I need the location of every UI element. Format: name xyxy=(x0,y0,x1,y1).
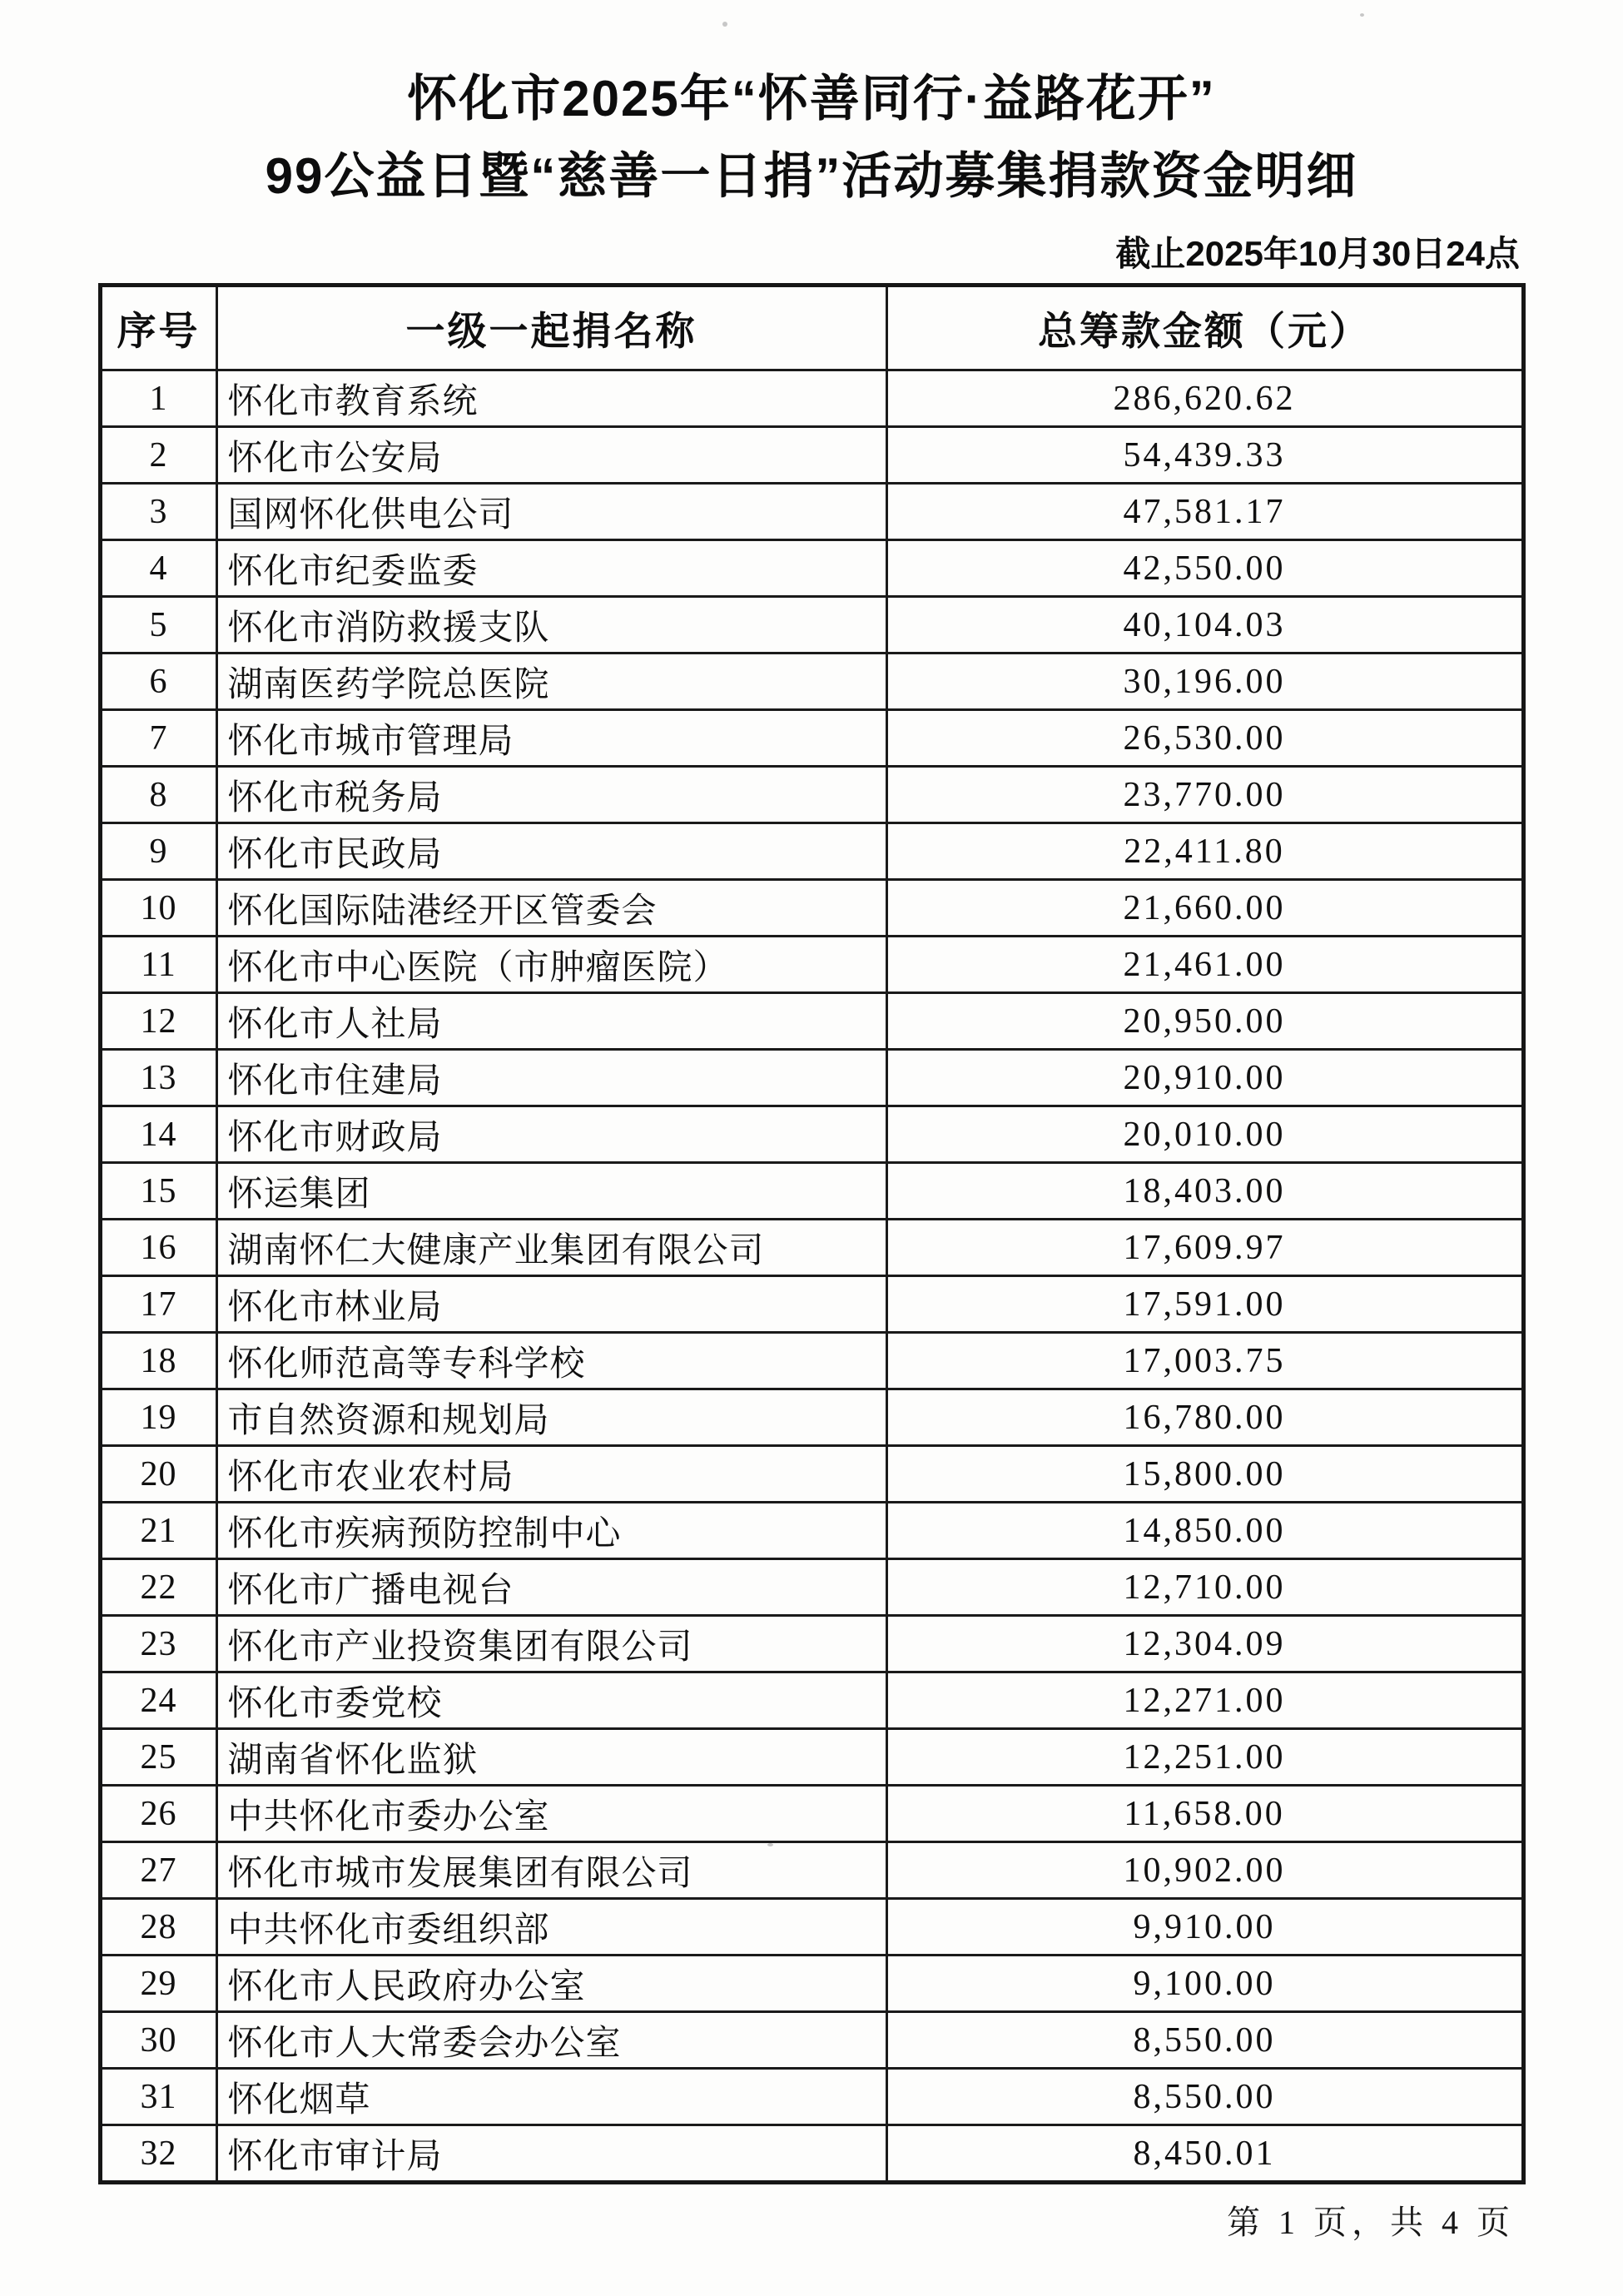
row-name-cell: 怀化市城市发展集团有限公司 xyxy=(216,1842,886,1899)
row-index-cell: 29 xyxy=(100,1956,216,2012)
row-amount-cell: 42,550.00 xyxy=(886,540,1523,597)
row-amount-cell: 12,251.00 xyxy=(886,1729,1523,1786)
row-name-cell: 怀化市公安局 xyxy=(216,427,886,484)
row-amount-cell: 12,271.00 xyxy=(886,1672,1523,1729)
row-index-cell: 30 xyxy=(100,2012,216,2069)
row-index-cell: 22 xyxy=(100,1559,216,1616)
row-name-cell: 湖南怀仁大健康产业集团有限公司 xyxy=(216,1220,886,1276)
table-row xyxy=(100,1842,1523,1899)
table-row xyxy=(100,540,1523,597)
row-amount-cell: 15,800.00 xyxy=(886,1446,1523,1503)
row-name-cell: 怀化市人民政府办公室 xyxy=(216,1956,886,2012)
table-header-row xyxy=(100,286,1523,370)
row-name-cell: 怀化师范高等专科学校 xyxy=(216,1333,886,1389)
row-amount-cell: 23,770.00 xyxy=(886,767,1523,823)
row-amount-cell: 16,780.00 xyxy=(886,1389,1523,1446)
table-row xyxy=(100,1163,1523,1220)
row-index-cell: 17 xyxy=(100,1276,216,1333)
table-row xyxy=(100,1389,1523,1446)
row-index-cell: 21 xyxy=(100,1503,216,1559)
table-row xyxy=(100,823,1523,880)
header-cell-name: 一级一起捐名称 xyxy=(216,286,886,370)
row-name-cell: 怀化市人社局 xyxy=(216,993,886,1050)
row-amount-cell: 286,620.62 xyxy=(886,370,1523,427)
row-name-cell: 怀化市中心医院（市肿瘤医院） xyxy=(216,937,886,993)
row-amount-cell: 30,196.00 xyxy=(886,654,1523,710)
table-row xyxy=(100,1786,1523,1842)
row-index-cell: 9 xyxy=(100,823,216,880)
row-index-cell: 24 xyxy=(100,1672,216,1729)
table-row xyxy=(100,1616,1523,1672)
row-name-cell: 怀化市委党校 xyxy=(216,1672,886,1729)
table-row xyxy=(100,937,1523,993)
table-row xyxy=(100,710,1523,767)
row-amount-cell: 40,104.03 xyxy=(886,597,1523,654)
row-amount-cell: 8,450.01 xyxy=(886,2125,1523,2183)
row-name-cell: 湖南医药学院总医院 xyxy=(216,654,886,710)
row-name-cell: 市自然资源和规划局 xyxy=(216,1389,886,1446)
row-amount-cell: 14,850.00 xyxy=(886,1503,1523,1559)
row-name-cell: 怀化市产业投资集团有限公司 xyxy=(216,1616,886,1672)
row-amount-cell: 18,403.00 xyxy=(886,1163,1523,1220)
table-row xyxy=(100,1106,1523,1163)
row-amount-cell: 20,910.00 xyxy=(886,1050,1523,1106)
table-row xyxy=(100,427,1523,484)
header-cell-amount: 总筹款金额（元） xyxy=(886,286,1523,370)
donation-table xyxy=(98,283,1526,2184)
row-amount-cell: 12,710.00 xyxy=(886,1559,1523,1616)
scan-speck xyxy=(722,22,727,27)
row-amount-cell: 12,304.09 xyxy=(886,1616,1523,1672)
row-index-cell: 18 xyxy=(100,1333,216,1389)
row-index-cell: 4 xyxy=(100,540,216,597)
row-index-cell: 19 xyxy=(100,1389,216,1446)
row-index-cell: 2 xyxy=(100,427,216,484)
row-name-cell: 中共怀化市委组织部 xyxy=(216,1899,886,1956)
row-name-cell: 怀化市财政局 xyxy=(216,1106,886,1163)
row-name-cell: 怀化市民政局 xyxy=(216,823,886,880)
row-name-cell: 怀化市广播电视台 xyxy=(216,1559,886,1616)
table-head xyxy=(100,286,1523,370)
table-row xyxy=(100,1956,1523,2012)
row-index-cell: 26 xyxy=(100,1786,216,1842)
row-name-cell: 怀化市教育系统 xyxy=(216,370,886,427)
title-line-1: 怀化市2025年“怀善同行·益路花开” xyxy=(407,71,1216,127)
table-row xyxy=(100,993,1523,1050)
row-index-cell: 14 xyxy=(100,1106,216,1163)
row-index-cell: 20 xyxy=(100,1446,216,1503)
row-name-cell: 怀化市疾病预防控制中心 xyxy=(216,1503,886,1559)
header-cell-index: 序号 xyxy=(100,286,216,370)
row-index-cell: 15 xyxy=(100,1163,216,1220)
table-row xyxy=(100,1729,1523,1786)
table-row xyxy=(100,1559,1523,1616)
row-amount-cell: 10,902.00 xyxy=(886,1842,1523,1899)
table-row xyxy=(100,484,1523,540)
table-row xyxy=(100,370,1523,427)
table-row xyxy=(100,597,1523,654)
row-name-cell: 怀化市纪委监委 xyxy=(216,540,886,597)
row-name-cell: 怀化烟草 xyxy=(216,2069,886,2125)
row-index-cell: 23 xyxy=(100,1616,216,1672)
row-name-cell: 怀化国际陆港经开区管委会 xyxy=(216,880,886,937)
row-amount-cell: 8,550.00 xyxy=(886,2012,1523,2069)
table-row xyxy=(100,1672,1523,1729)
row-amount-cell: 17,591.00 xyxy=(886,1276,1523,1333)
row-name-cell: 湖南省怀化监狱 xyxy=(216,1729,886,1786)
row-index-cell: 32 xyxy=(100,2125,216,2183)
table-row xyxy=(100,1050,1523,1106)
row-amount-cell: 17,003.75 xyxy=(886,1333,1523,1389)
row-amount-cell: 47,581.17 xyxy=(886,484,1523,540)
row-index-cell: 27 xyxy=(100,1842,216,1899)
row-name-cell: 怀化市林业局 xyxy=(216,1276,886,1333)
row-index-cell: 11 xyxy=(100,937,216,993)
row-index-cell: 7 xyxy=(100,710,216,767)
row-amount-cell: 8,550.00 xyxy=(886,2069,1523,2125)
scan-speck xyxy=(767,1843,773,1846)
row-amount-cell: 20,950.00 xyxy=(886,993,1523,1050)
row-index-cell: 13 xyxy=(100,1050,216,1106)
row-name-cell: 怀化市农业农村局 xyxy=(216,1446,886,1503)
page-indicator: 第 1 页，共 4 页 xyxy=(1227,2204,1515,2241)
row-index-cell: 16 xyxy=(100,1220,216,1276)
row-index-cell: 12 xyxy=(100,993,216,1050)
row-name-cell: 怀运集团 xyxy=(216,1163,886,1220)
table-row xyxy=(100,880,1523,937)
table-row xyxy=(100,654,1523,710)
row-name-cell: 怀化市城市管理局 xyxy=(216,710,886,767)
cutoff-date-note: 截止2025年10月30日24点 xyxy=(1115,234,1520,273)
row-index-cell: 1 xyxy=(100,370,216,427)
table-row xyxy=(100,1899,1523,1956)
table-row xyxy=(100,1276,1523,1333)
row-amount-cell: 54,439.33 xyxy=(886,427,1523,484)
row-amount-cell: 20,010.00 xyxy=(886,1106,1523,1163)
scan-speck xyxy=(1360,13,1364,17)
table-row xyxy=(100,1333,1523,1389)
row-name-cell: 中共怀化市委办公室 xyxy=(216,1786,886,1842)
row-index-cell: 3 xyxy=(100,484,216,540)
row-amount-cell: 21,660.00 xyxy=(886,880,1523,937)
table-row xyxy=(100,1220,1523,1276)
row-amount-cell: 9,100.00 xyxy=(886,1956,1523,2012)
row-index-cell: 25 xyxy=(100,1729,216,1786)
row-name-cell: 怀化市审计局 xyxy=(216,2125,886,2183)
row-index-cell: 28 xyxy=(100,1899,216,1956)
row-amount-cell: 11,658.00 xyxy=(886,1786,1523,1842)
row-name-cell: 怀化市税务局 xyxy=(216,767,886,823)
row-name-cell: 国网怀化供电公司 xyxy=(216,484,886,540)
row-amount-cell: 21,461.00 xyxy=(886,937,1523,993)
title-line-2: 99公益日暨“慈善一日捐”活动募集捐款资金明细 xyxy=(265,148,1358,204)
table-row xyxy=(100,1503,1523,1559)
row-index-cell: 10 xyxy=(100,880,216,937)
row-index-cell: 31 xyxy=(100,2069,216,2125)
table-body xyxy=(100,370,1523,2183)
row-name-cell: 怀化市消防救援支队 xyxy=(216,597,886,654)
row-index-cell: 6 xyxy=(100,654,216,710)
row-amount-cell: 26,530.00 xyxy=(886,710,1523,767)
row-amount-cell: 9,910.00 xyxy=(886,1899,1523,1956)
row-index-cell: 8 xyxy=(100,767,216,823)
table-row xyxy=(100,2125,1523,2183)
table-row xyxy=(100,2069,1523,2125)
row-amount-cell: 17,609.97 xyxy=(886,1220,1523,1276)
document-title xyxy=(0,0,1623,215)
row-amount-cell: 22,411.80 xyxy=(886,823,1523,880)
row-name-cell: 怀化市人大常委会办公室 xyxy=(216,2012,886,2069)
table-row xyxy=(100,2012,1523,2069)
table-row xyxy=(100,767,1523,823)
row-index-cell: 5 xyxy=(100,597,216,654)
row-name-cell: 怀化市住建局 xyxy=(216,1050,886,1106)
table-row xyxy=(100,1446,1523,1503)
